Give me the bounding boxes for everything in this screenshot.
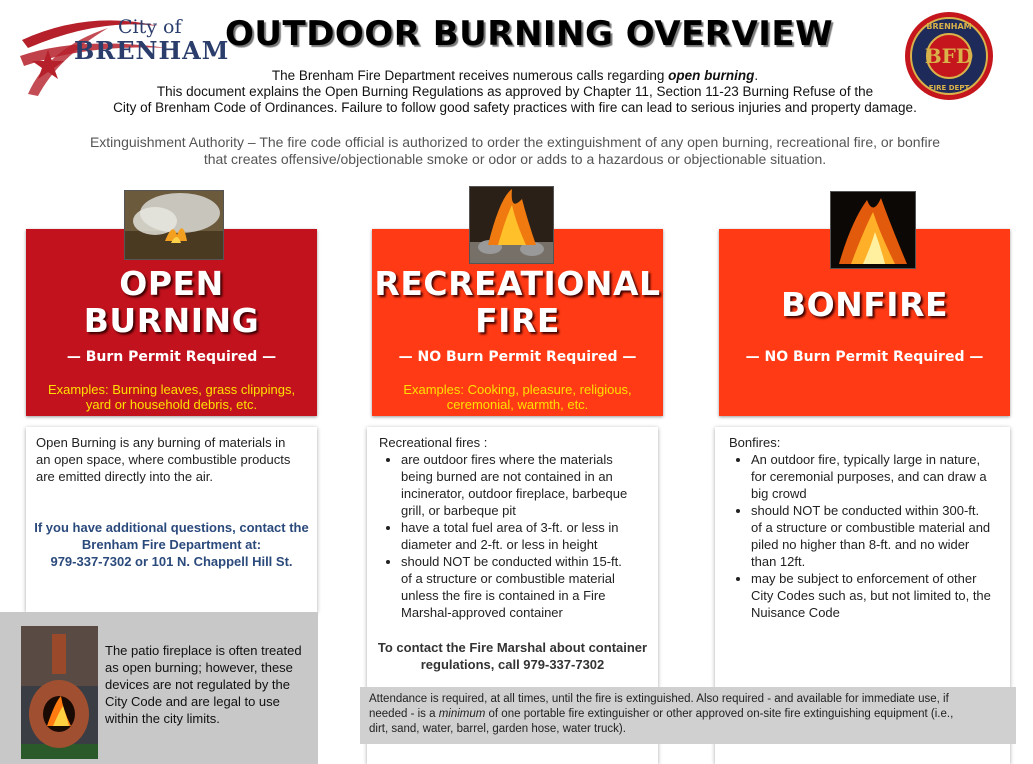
rec-bullet-3-line-4: Marshal-approved container [401, 605, 563, 620]
attendance-line-3: dirt, sand, water, barrel, garden hose, water truck). [369, 723, 626, 735]
recreational-examples-line-2: ceremonial, warmth, etc. [446, 397, 589, 412]
fire-marshal-contact-line-2: regulations, call 979-337-7302 [420, 657, 605, 672]
rec-bullet-3-line-3: unless the fire is contained in a Fire [401, 588, 606, 603]
list-item [751, 570, 1004, 621]
recreational-title-line-1: RECREATIONAL [374, 264, 661, 303]
open-burning-examples-line-2: yard or household debris, etc. [85, 397, 258, 412]
patio-line-1: The patio fireplace is often treated [105, 643, 302, 658]
patio-line-3: devices are not regulated by the [105, 677, 291, 692]
intro-line-2: This document explains the Open Burning Regulations as approved by Chapter 11, Section 11-23 Burning Refuse of the [156, 84, 874, 99]
bon-bullet-2-line-1: • should NOT be conducted within 300-ft. [751, 503, 980, 518]
authority-line-1: Extinguishment Authority – The fire code official is authorized to order the extinguishment of any open burning, recreational fire, or bonfire [89, 134, 941, 150]
fire-marshal-contact-line-1: To contact the Fire Marshal about container [377, 640, 648, 655]
contact-line-1: If you have additional questions, contact the [34, 520, 309, 535]
patio-line-2: as open burning; however, these [105, 660, 293, 675]
contact-line-3: 979-337-7302 or 101 N. Chappell Hill St. [50, 554, 293, 569]
list-item [751, 502, 1004, 570]
badge-bottom-text: FIRE DEPT [928, 84, 970, 92]
badge-top-text: BRENHAM [926, 22, 972, 31]
rec-bullet-1-line-4: grill, or barbeque pit [401, 503, 516, 518]
chiminea-photo [21, 626, 98, 759]
open-burning-card [26, 427, 317, 612]
recreational-rules-list [379, 451, 652, 621]
fire-marshal-contact [367, 639, 658, 673]
logo-city-of: City of [118, 16, 182, 38]
open-burning-examples [36, 382, 307, 412]
rec-bullet-1-line-3: incinerator, outdoor fireplace, barbeque [401, 486, 628, 501]
list-item [751, 451, 1004, 502]
bon-bullet-1-line-3: big crowd [751, 486, 807, 501]
open-burning-desc-line-2: an open space, where combustible products [36, 452, 291, 467]
bonfire-title: BONFIRE [780, 285, 949, 324]
campfire-image [470, 187, 553, 263]
intro-text [40, 68, 990, 116]
recreational-permit: — NO Burn Permit Required — [398, 349, 637, 365]
recreational-examples-line-1: Examples: Cooking, pleasure, religious, [403, 382, 632, 397]
logo-brenham: BRENHAM [74, 36, 230, 65]
rec-bullet-2-line-1: • have a total fuel area of 3-ft. or less in [401, 520, 619, 535]
bonfire-intro: Bonfires: [729, 435, 781, 450]
attendance-minimum-emphasis: minimum [438, 708, 486, 720]
list-item [401, 553, 652, 621]
bonfire-photo [830, 191, 916, 269]
open-burning-permit: — Burn Permit Required — [66, 349, 277, 365]
bon-bullet-1-line-1: • An outdoor fire, typically large in nature, [751, 452, 981, 467]
fire-department-contact [26, 519, 317, 570]
open-burning-desc-line-3: are emitted directly into the air. [36, 469, 214, 484]
bon-bullet-1-line-2: for ceremonial purposes, and can draw a [751, 469, 987, 484]
rec-bullet-2-line-2: diameter and 2-ft. or less in height [401, 537, 598, 552]
burning-leaves-image [125, 191, 223, 259]
recreational-examples [382, 382, 653, 412]
intro-line-3: City of Brenham Code of Ordinances. Failure to follow good safety practices with fire can lead to serious injuries and property damage. [113, 100, 917, 115]
bonfire-rules-list [729, 451, 1004, 621]
patio-fireplace-text [105, 642, 310, 727]
page-title: OUTDOOR BURNING OVERVIEW [225, 14, 834, 54]
extinguishment-authority [40, 134, 990, 168]
open-burning-desc-line-1: Open Burning is any burning of materials in [36, 435, 286, 450]
attendance-requirement-note [360, 687, 1016, 744]
list-item [401, 519, 652, 553]
bonfire-image [831, 192, 915, 268]
bonfire-permit: — NO Burn Permit Required — [745, 349, 984, 365]
recreational-title-line-2: FIRE [475, 301, 560, 340]
open-burning-examples-line-1: Examples: Burning leaves, grass clippings, [47, 382, 296, 397]
bon-bullet-3-line-1: • may be subject to enforcement of other [751, 571, 977, 586]
open-burning-description [36, 434, 290, 485]
attendance-line-1: Attendance is required, at all times, until the fire is extinguished. Also required - and available for immediate use, if [369, 693, 949, 705]
bon-bullet-2-line-2: of a structure or combustible material and [751, 520, 991, 535]
recreational-fire-photo [469, 186, 554, 264]
badge-monogram: BFD [924, 44, 974, 68]
intro-line-1-text: The Brenham Fire Department receives numerous calls regarding [271, 68, 669, 83]
bon-bullet-2-line-4: than 12ft. [751, 554, 806, 569]
attendance-line-2-end: of one portable fire extinguisher or other approved on-site fire extinguishing equipment (i.e., [485, 708, 954, 720]
bon-bullet-2-line-3: piled no higher than 8-ft. and no wider [751, 537, 970, 552]
open-burning-title-line-1: OPEN [119, 264, 224, 303]
open-burning-photo [124, 190, 224, 260]
rec-bullet-3-line-2: of a structure or combustible material [401, 571, 615, 586]
patio-fireplace-note [0, 612, 318, 764]
patio-line-5: within the city limits. [105, 711, 220, 726]
attendance-line-2 [369, 707, 1007, 722]
rec-bullet-1-line-2: being burned are not contained in an [401, 469, 613, 484]
contact-line-2: Brenham Fire Department at: [81, 537, 262, 552]
bon-bullet-3-line-2: City Codes such as, but not limited to, the [751, 588, 991, 603]
list-item [401, 451, 652, 519]
rec-bullet-1-line-1: • are outdoor fires where the materials [401, 452, 613, 467]
intro-open-burning-emphasis: open burning [668, 68, 755, 83]
open-burning-title-line-2: BURNING [83, 301, 260, 340]
intro-line-1 [40, 68, 990, 84]
bon-bullet-3-line-3: Nuisance Code [751, 605, 840, 620]
attendance-line-2-start: needed - is a [369, 708, 439, 720]
authority-line-2: that creates offensive/objectionable smoke or odor or adds to a hazardous or objectionable situation. [203, 151, 827, 167]
rec-bullet-3-line-1: • should NOT be conducted within 15-ft. [401, 554, 622, 569]
intro-line-1-end: . [754, 68, 759, 83]
recreational-intro: Recreational fires : [379, 435, 488, 450]
chiminea-image [21, 626, 98, 759]
patio-line-4: City Code and are legal to use [105, 694, 280, 709]
